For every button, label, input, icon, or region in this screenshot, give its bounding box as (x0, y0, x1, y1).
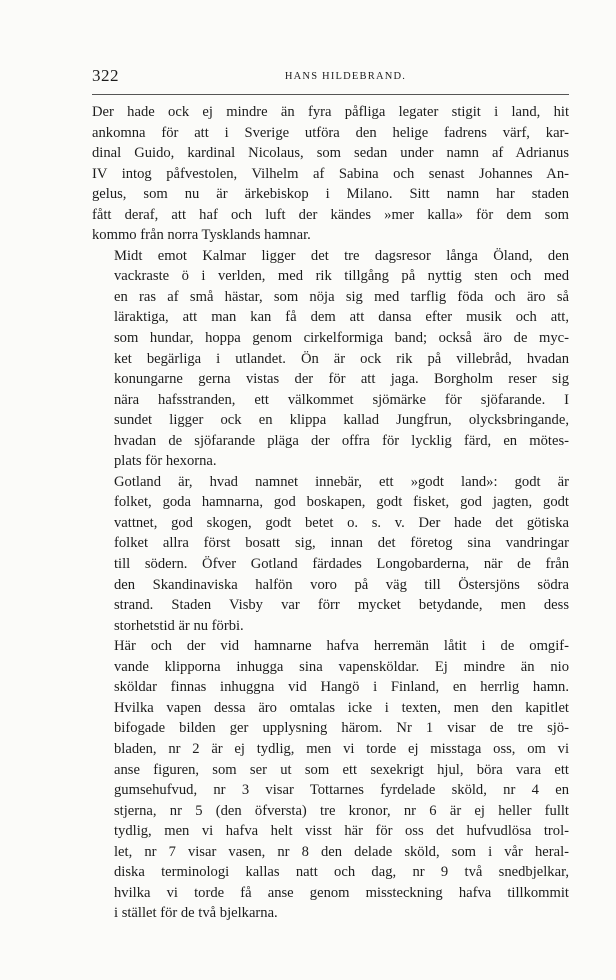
text-line: vande klipporna inhugga sina vapensköldar. Ej mindre än nio (114, 658, 569, 675)
text-line: strand. Staden Visby var förr mycket betydande, men dess (114, 597, 569, 614)
text-line: bladen, nr 2 är ej tydlig, men vi torde ej misstaga oss, om vi (114, 740, 569, 757)
text-line: tydlig, men vi hafva helt visst här för oss det hufvudlösa trol- (114, 823, 569, 840)
text-line: plats för hexorna. (114, 453, 217, 470)
text-line: Gotland är, hvad namnet innebär, ett »godt land»: godt är (114, 473, 569, 490)
text-line: den Skandinaviska halfön voro på väg till Östersjöns södra (114, 576, 569, 593)
text-line: bifogade bilden ger upplysning härom. Nr 1 visar de tre sjö- (114, 720, 569, 737)
text-line: vattnet, god skogen, godt betet o. s. v. Der hade det götiska (114, 514, 569, 531)
text-line: let, nr 7 visar vasen, nr 8 den delade sköld, som i vår heral- (114, 843, 569, 860)
text-line: Här och der vid hamnarne hafva herremän låtit i de omgif- (114, 638, 569, 655)
text-line: anse figuren, som ser ut som ett sexekrigt hjul, böra vara ett (114, 761, 569, 778)
text-line: folket allra först bosatt sig, innan det företog sina vandringar (114, 535, 569, 552)
text-line: folket, goda hamnarna, god boskapen, godt fisket, god jagten, godt (114, 494, 569, 511)
text-line: Der hade ock ej mindre än fyra påfliga legater stigit i land, hit (92, 104, 569, 120)
paragraph (92, 102, 569, 246)
body-text (92, 102, 569, 924)
running-head: HANS HILDEBRAND. (284, 71, 407, 82)
text-line: Midt emot Kalmar ligger det tre dagsresor långa Öland, den (114, 247, 569, 264)
text-line: sundet ligger ock en klippa kallad Jungfrun, olycksbringande, (114, 412, 569, 429)
text-line: kommo från norra Tysklands hamnar. (92, 227, 311, 244)
page-header (92, 66, 569, 88)
text-line: gelus, som nu är ärkebiskop i Milano. Sitt namn har staden (92, 186, 569, 203)
text-line: vackraste ö i verlden, med rik tillgång på nyttig sten och med (114, 268, 569, 285)
text-line: som hundar, hoppa genom cirkelformiga band; också äro de myc- (114, 330, 569, 347)
text-line: hvilka vi torde få anse genom missteckning hafva tillkommit (114, 884, 569, 901)
text-line: hvadan de sjöfarande pläga der offra för lycklig färd, en mötes- (114, 432, 569, 449)
paragraph (92, 636, 569, 924)
text-line: diska terminologi kallas natt och dag, nr 9 två snedbjelkar, (114, 864, 569, 881)
text-line: ket begärliga i utlandet. Ön är ock rik på villebråd, hvadan (114, 350, 569, 367)
text-line: sköldar finnas inhuggna vid Hangö i Finland, en herrlig hamn. (114, 679, 569, 696)
text-line: ankomna för att i Sverige utföra den helige fadrens värf, kar- (92, 124, 569, 141)
text-line: till södern. Öfver Gotland färdades Longobarderna, när de från (114, 556, 569, 573)
text-line: konungarne gerna vistas der för att jaga. Borgholm reser sig (114, 371, 569, 388)
text-line: nära hafsstranden, ett välkommet sjömärke för sjöfarande. I (114, 391, 569, 408)
paragraph (92, 246, 569, 472)
text-line: stjerna, nr 5 (den öfversta) tre kronor, nr 6 är ej heller fullt (114, 802, 569, 819)
header-rule (92, 94, 569, 95)
text-line: dinal Guido, kardinal Nicolaus, som sedan under namn af Adrianus (92, 145, 569, 162)
page-number: 322 (92, 66, 119, 85)
text-line: i stället för de två bjelkarna. (114, 905, 278, 922)
text-line: en ras af små hästar, som nöja sig med tarflig föda och äro så (114, 288, 569, 305)
text-line: fått deraf, att haf och luft der kändes »mer kalla» för dem som (92, 206, 569, 223)
text-line: läraktiga, att man kan få dem att dansa efter musik och att, (114, 309, 569, 326)
text-line: IV intog påfvestolen, Vilhelm af Sabina och senast Johannes An- (92, 165, 569, 182)
text-line: Hvilka vapen dessa äro omtalas icke i texten, men den kapitlet (114, 699, 569, 716)
paragraph (92, 472, 569, 636)
text-line: gumsehufvud, nr 3 visar Tottarnes fyrdelade sköld, nr 4 en (114, 782, 569, 799)
text-line: storhetstid är nu förbi. (114, 617, 244, 634)
